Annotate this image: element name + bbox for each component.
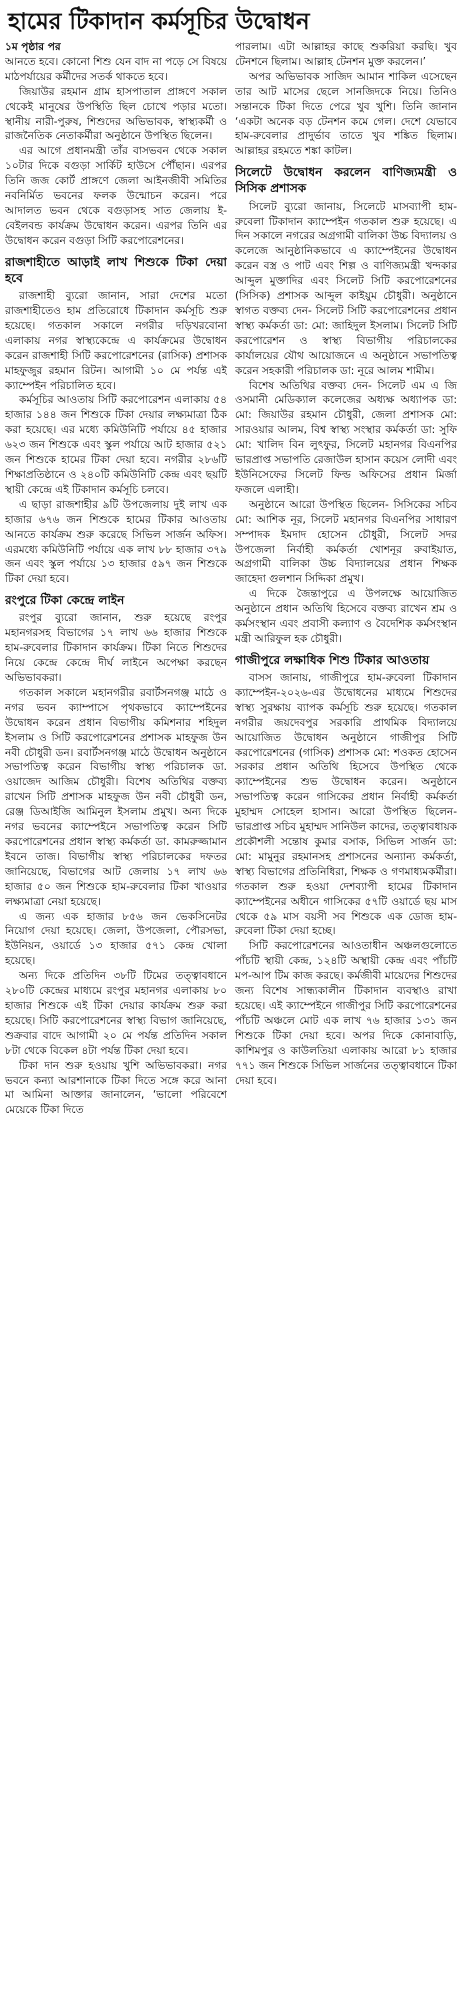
subheading-sylhet: সিলেটে উদ্বোধন করলেন বাণিজ্যমন্ত্রী ও সিসিক প্রশাসক bbox=[235, 165, 457, 196]
subheading-rajshahi: রাজশাহীতে আড়াই লাখ শিশুকে টিকা দেয়া হবে bbox=[5, 254, 227, 285]
paragraph: এ ছাড়া রাজশাহীর ৯টি উপজেলায় দুই লাখ এক হাজার ৬৭৬ জন শিশুকে হামের টিকার আওতায় আনতে কার্যক্রম শুরু করেছে সিভিল সার্জন অফিস। এরমধ্যে কমিউনিটি পর্যায়ে এক লাখ ৮৮ হাজার ৩৭৯ জন এবং স্কুল পর্যায়ে ১৩ হাজার ৫৯৭ জন শিশুকে টিকা দেয়া হবে। bbox=[5, 498, 227, 586]
left-column bbox=[5, 40, 227, 1118]
paragraph: এ জন্য এক হাজার ৮৫৬ জন ভেকসিনেটর নিয়োগ দেয়া হয়েছে। জেলা, উপজেলা, পৌরসভা, ইউনিয়ন, ওয়ার্ডে ১৩ হাজার ৫৭১ কেন্দ্র খোলা হয়েছে। bbox=[5, 910, 227, 968]
article-columns bbox=[0, 40, 462, 1118]
paragraph: গতকাল সকালে মহানগরীর রবার্টসনগঞ্জ মাঠে ও নগর ভবন ক্যাম্পাসে পৃথকভাবে ক্যাম্পেইনের উদ্বোধন করেন প্রধান বিভাগীয় কমিশনার শহিদুল ইসলাম ও সিটি করপোরেশনের প্রশাসক মাহফুজ উন নবী চৌধুরী ডন। রবার্টসনগঞ্জ মাঠে উদ্বোধন অনুষ্ঠানে সভাপতিত্ব করেন বিভাগীয় স্বাস্থ্য পরিচালক ডা. ওয়াজেদ আজিম চৌধুরী। বিশেষ অতিথির বক্তব্য রাখেন সিটি প্রশাসক মাহফুজ উন নবী চৌধুরী ডন, রেঞ্জ ডিআইজি আমিনুল ইসলাম প্রমুখ। অন্য দিকে নগর ভবনের ক্যাম্পেইনে সভাপতিত্ব করেন সিটি করপোরেশনের প্রধান স্বাস্থ্য কর্মকর্তা ডা. কামরুজ্জামান ইবনে তাজ। বিভাগীয় স্বাস্থ্য পরিচালকের দফতর জানিয়েছে, বিভাগের আট জেলায় ১৭ লাখ ৬৬ হাজার ৫০ জন শিশুকে হাম-রুবেলার টিকা খাওয়ার লক্ষ্যমাত্রা নেয়া হয়েছে। bbox=[5, 686, 227, 908]
paragraph: টিকা দান শুরু হওয়ায় খুশি অভিভাবকরা। নগর ভবনে কন্যা আরশানাকে টিকা দিতে সঙ্গে করে আনা মা আমিনা আক্তার জানালেন, ‘ভালো পরিবেশে মেয়েকে টিকা দিতে bbox=[5, 1059, 227, 1117]
paragraph: বিশেষ অতিথির বক্তব্য দেন- সিলেট এম এ জি ওসমানী মেডিক্যাল কলেজের অধ্যক্ষ অধ্যাপক ডা: মো: জিয়াউর রহমান চৌধুরী, জেলা প্রশাসক মো: সারওয়ার আলম, বিশ্ব স্বাস্থ্য সংস্থার কর্মকর্তা ডা: সুফি মো: খালিদ বিন লুৎফুর, সিলেট মহানগর বিএনপির ভারপ্রাপ্ত সভাপতি রেজাউল হাসান কয়েস লোদী এবং ইউনিসেফের সিলেট ফিল্ড অফিসের প্রধান মির্জা ফজলে এলাহী। bbox=[235, 379, 457, 496]
paragraph: এর আগে প্রধানমন্ত্রী তাঁর বাসভবন থেকে সকাল ১০টার দিকে বগুড়া সার্কিট হাউসে পৌঁছান। এরপর তিনি জজ কোর্ট প্রাঙ্গণে জেলা আইনজীবী সমিতির নবনির্মিত ভবনের ফলক উন্মোচন করেন। পরে আদালত ভবন থেকে বগুড়াসহ সাত জেলায় ই-বেইলবন্ড কার্যক্রম উদ্বোধন করেন। এরপর তিনি এর উদ্বোধন করেন বগুড়া সিটি করপোরেশনের। bbox=[5, 145, 227, 247]
paragraph: সিলেট ব্যুরো জানায়, সিলেটে মাসব্যাপী হাম-রুবেলা টিকাদান ক্যাম্পেইন গতকাল শুরু হয়েছে। এ দিন সকালে নগরের অগ্রগামী বালিকা উচ্চ বিদ্যালয় ও কলেজে আনুষ্ঠানিকভাবে এ ক্যাম্পেইনের উদ্বোধন করেন বস্ত্র ও পাট এবং শিল্প ও বাণিজ্যমন্ত্রী খন্দকার আব্দুল মুক্তাদির এবং সিলেট সিটি করপোরেশনের (সিসিক) প্রশাসক আব্দুল কাইয়ুম চৌধুরী। অনুষ্ঠানে স্বাগত বক্তব্য দেন- সিলেট সিটি করপোরেশনের প্রধান স্বাস্থ্য কর্মকর্তা ডা: মো: জাহিদুল ইসলাম। সিলেট সিটি করপোরেশন ও স্বাস্থ্য বিভাগীয় পরিচালকের কার্যালয়ের যৌথ আয়োজনে এ অনুষ্ঠানে সভাপতিত্ব করেন সহকারী পরিচালক ডা: নূরে আলম শামীম। bbox=[235, 200, 457, 377]
headline: হামের টিকাদান কর্মসূচির উদ্বোধন bbox=[8, 9, 310, 35]
paragraph: পারলাম। এটা আল্লাহর কাছে শুকরিয়া করছি। খুব টেনশনে ছিলাম। আল্লাহ টেনশন মুক্ত করলেন।’ bbox=[235, 41, 457, 68]
paragraph: অন্য দিকে প্রতিদিন ৩৮টি টিমের তত্ত্বাবধানে ২৮০টি কেন্দ্রের মাধ্যমে রংপুর মহানগর এলাকায় ৮০ হাজার শিশুকে এই টিকা দেয়ার কার্যক্রম শুরু করা হয়েছে। সিটি করপোরেশনের স্বাস্থ্য বিভাগ জানিয়েছে, শুক্রবার বাদে আগামী ২০ মে পর্যন্ত প্রতিদিন সকাল ৮টা থেকে বিকেল ৪টা পর্যন্ত টিকা দেয়া হবে। bbox=[5, 970, 227, 1057]
paragraph: রাজশাহী ব্যুরো জানান, সারা দেশের মতো রাজশাহীতেও হাম প্রতিরোধে টিকাদান কর্মসূচি শুরু হয়েছে। গতকাল সকালে নগরীর দড়িখরবোনা এলাকায় নগর স্বাস্থ্যকেন্দ্রে এ কার্যক্রমের উদ্বোধন করেন রাজশাহী সিটি করপোরেশনের (রাসিক) প্রশাসক মাহফুজুর রহমান রিটন। আগামী ১০ মে পর্যন্ত এই ক্যাম্পেইন পরিচালিত হবে। bbox=[5, 290, 227, 392]
paragraph: অপর অভিভাবক সাজিদ আমান শাকিল এসেছেন তার আট মাসের ছেলে সানজিদকে নিয়ে। তিনিও সন্তানকে টিকা দিতে পেরে খুব খুশি। তিনি জানান ‘একটা অনেক বড় টেনশন কমে গেল। দেশে যেভাবে হাম-রুবেলার প্রাদুর্ভাব তাতে খুব শঙ্কিত ছিলাম। আল্লাহর রহমতে শঙ্কা কাটল। bbox=[235, 70, 457, 158]
paragraph: এ দিকে জৈন্তাপুরে এ উপলক্ষে আয়োজিত অনুষ্ঠানে প্রধান অতিথি হিসেবে বক্তব্য রাখেন শ্রম ও কর্মসংস্থান এবং প্রবাসী কল্যাণ ও বৈদেশিক কর্মসংস্থান মন্ত্রী আরিফুল হক চৌধুরী। bbox=[235, 588, 457, 645]
right-column bbox=[235, 40, 457, 1118]
subheading-rangpur: রংপুরে টিকা কেন্দ্রে লাইন bbox=[5, 593, 125, 608]
paragraph: রংপুর ব্যুরো জানান, শুরু হয়েছে রংপুর মহানগরসহ বিভাগের ১৭ লাখ ৬৬ হাজার শিশুকে হাম-রুবেলার টিকাদান কার্যক্রম। টিকা নিতে শিশুদের নিয়ে কেন্দ্রে কেন্দ্রে দীর্ঘ লাইনে অপেক্ষা করছেন অভিভাবকরা। bbox=[5, 612, 227, 685]
subheading-gazipur: গাজীপুরে লক্ষাধিক শিশু টিকার আওতায় bbox=[235, 652, 430, 667]
paragraph: জিয়াউর রহমান গ্রাম হাসপাতাল প্রাঙ্গণে সকাল থেকেই মানুষের উপস্থিতি ছিল চোখে পড়ার মতো। স্থানীয় নারী-পুরুষ, শিশুদের অভিভাবক, স্বাস্থ্যকর্মী ও রাজনৈতিক নেতাকর্মীরা অনুষ্ঠানে উপস্থিত ছিলেন। bbox=[5, 85, 227, 143]
continued-note: ১ম পৃষ্ঠার পর bbox=[5, 41, 61, 54]
paragraph: অনুষ্ঠানে আরো উপস্থিত ছিলেন- সিসিকের সচিব মো: আশিক নূর, সিলেট মহানগর বিএনপির সাধারণ সম্পাদক ইমদাদ হোসেন চৌধুরী, সিলেট সদর উপজেলা নির্বাহী কর্মকর্তা খোশনূর রুবাইয়াত, অগ্রগামী বালিকা উচ্চ বিদ্যালয়ের প্রধান শিক্ষক জাহেদা গুলশান সিদ্দিকা প্রমুখ। bbox=[235, 498, 457, 586]
paragraph: কর্মসূচির আওতায় সিটি করপোরেশন এলাকায় ৫৪ হাজার ১৪৪ জন শিশুকে টিকা দেয়ার লক্ষ্যমাত্রা ঠিক করা হয়েছে। এর মধ্যে কমিউনিটি পর্যায়ে ৪৫ হাজার ৬২৩ জন শিশুকে এবং স্কুল পর্যায়ে আট হাজার ৫২১ জন শিশুকে হামের টিকা দেয়া হবে। নগরীর ২৮৬টি শিক্ষাপ্রতিষ্ঠানে ও ২৪০টি কমিউনিটি কেন্দ্র এবং ছয়টি স্থায়ী কেন্দ্রে এই টিকাদান কর্মসূচি চলবে। bbox=[5, 394, 227, 496]
paragraph: আনতে হবে। কোনো শিশু যেন বাদ না পড়ে সে বিষয়ে মাঠপর্যায়ের কর্মীদের সতর্ক থাকতে হবে। bbox=[5, 55, 227, 83]
paragraph: সিটি করপোরেশনের আওতাধীন অঞ্চলগুলোতে পাঁচটি স্থায়ী কেন্দ্র, ১২৪টি অস্থায়ী কেন্দ্র এবং পাঁচটি মপ-আপ টিম কাজ করছে। কর্মজীবী মায়েদের শিশুদের জন্য বিশেষ সান্ধ্যকালীন টিকাদান ব্যবস্থাও রাখা হয়েছে। এই ক্যাম্পেইনে গাজীপুর সিটি করপোরেশনের পাঁচটি অঞ্চলে মোট এক লাখ ৭৬ হাজার ১৩১ জন শিশুকে টিকা দেয়া হবে। অপর দিকে কোনাবাড়ি, কাশিমপুর ও কাউলতিয়া এলাকায় আরো ৮১ হাজার ৭৭১ জন শিশুকে সিভিল সার্জনের তত্ত্বাবধানে টিকা দেয়া হবে। bbox=[235, 940, 457, 1087]
paragraph: বাসস জানায়, গাজীপুরে হাম-রুবেলা টিকাদান ক্যাম্পেইন-২০২৬-এর উদ্বোধনের মাধ্যমে শিশুদের স্বাস্থ্য সুরক্ষায় ব্যাপক কর্মসূচি শুরু হয়েছে। গতকাল নগরীর জয়দেবপুর সরকারি প্রাথমিক বিদ্যালয়ে আয়োজিত উদ্বোধন অনুষ্ঠানে গাজীপুর সিটি করপোরেশনের (গাসিক) প্রশাসক মো: শওকত হোসেন সরকার প্রধান অতিথি হিসেবে উপস্থিত থেকে ক্যাম্পেইনের শুভ উদ্বোধন করেন। অনুষ্ঠানে সভাপতিত্ব করেন গাসিকের প্রধান নির্বাহী কর্মকর্তা মুহাম্মদ সোহেল হাসান। আরো উপস্থিত ছিলেন- ভারপ্রাপ্ত সচিব মুহাম্মদ সানিউল কাদের, তত্ত্বাবধায়ক প্রকৌশলী সন্তোষ কুমার বসাক, সিভিল সার্জন ডা: মো: মামুনুর রহমানসহ প্রশাসনের অন্যান্য কর্মকর্তা, স্বাস্থ্য বিভাগের প্রতিনিধিরা, শিক্ষক ও গণমাধ্যমকর্মীরা। গতকাল শুরু হওয়া দেশব্যাপী হামের টিকাদান ক্যাম্পেইনের অধীনে গাসিকের ৫৭টি ওয়ার্ডে ছয় মাস থেকে ৫৯ মাস বয়সী সব শিশুকে এক ডোজ হাম-রুবেলা টিকা দেয়া হচ্ছে। bbox=[235, 672, 457, 938]
